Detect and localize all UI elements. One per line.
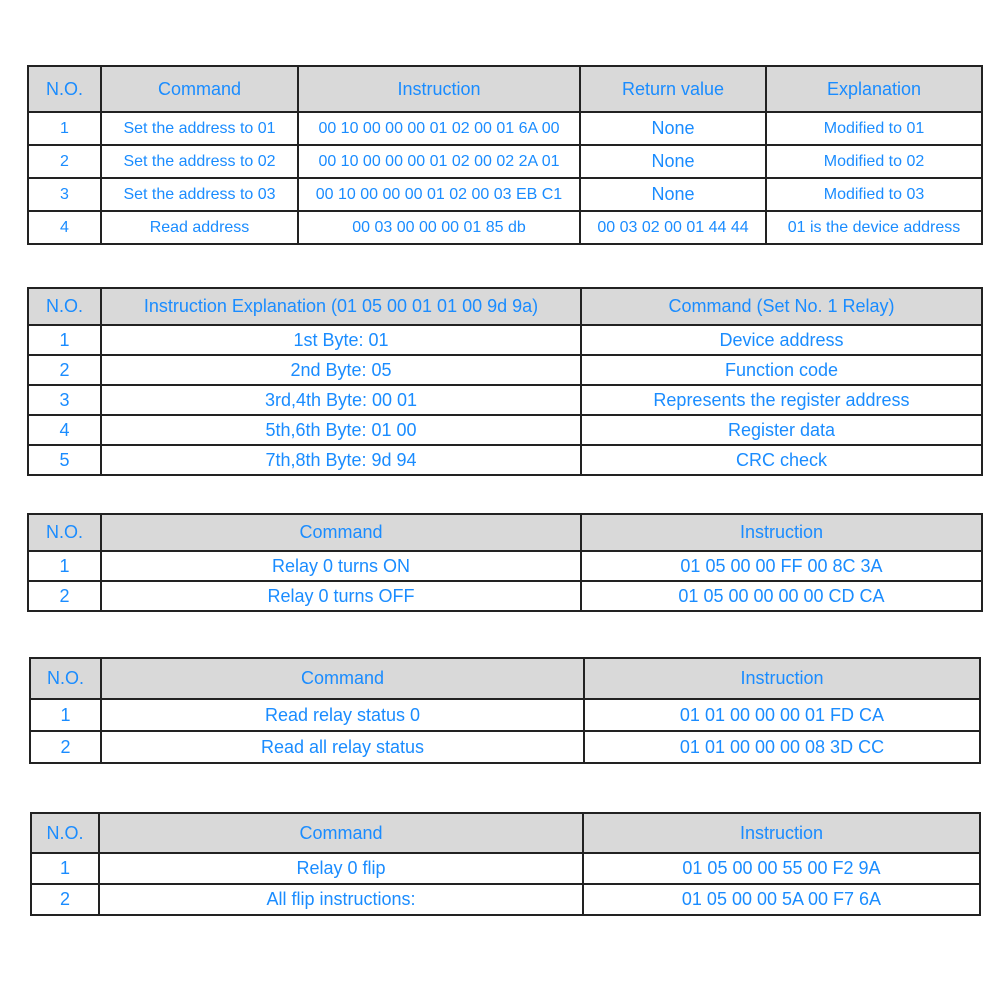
header-command: Command: [101, 514, 581, 551]
table-row: [30, 699, 980, 731]
header-explanation: Explanation: [766, 66, 982, 112]
header-no: N.O.: [30, 658, 101, 699]
table-row: [28, 211, 982, 244]
table-header-row: [28, 514, 982, 551]
command-cell: Relay 0 turns ON: [101, 551, 581, 581]
relay-flip-table: [30, 812, 981, 916]
row-number: 1: [28, 551, 101, 581]
table-row: [31, 884, 980, 915]
explanation-cell: Modified to 01: [766, 112, 982, 145]
instruction-cell: 01 05 00 00 00 00 CD CA: [581, 581, 982, 611]
meaning-cell: CRC check: [581, 445, 982, 475]
header-instruction: Instruction: [298, 66, 580, 112]
row-number: 5: [28, 445, 101, 475]
command-cell: Relay 0 flip: [99, 853, 583, 884]
meaning-cell: Register data: [581, 415, 982, 445]
header-instruction-explanation: Instruction Explanation (01 05 00 01 01 00 9d 9a): [101, 288, 581, 325]
return-value-cell: 00 03 02 00 01 44 44: [580, 211, 766, 244]
row-number: 2: [30, 731, 101, 763]
table-row: [28, 385, 982, 415]
table-header-row: [28, 66, 982, 112]
header-command: Command (Set No. 1 Relay): [581, 288, 982, 325]
explanation-cell: Modified to 03: [766, 178, 982, 211]
instruction-explanation-table: [27, 287, 983, 476]
table-row: [28, 581, 982, 611]
explanation-cell: Modified to 02: [766, 145, 982, 178]
header-instruction: Instruction: [581, 514, 982, 551]
row-number: 2: [28, 581, 101, 611]
header-command: Command: [99, 813, 583, 853]
table-row: [28, 112, 982, 145]
byte-cell: 2nd Byte: 05: [101, 355, 581, 385]
table-row: [28, 415, 982, 445]
instruction-cell: 00 10 00 00 00 01 02 00 01 6A 00: [298, 112, 580, 145]
table-row: [28, 355, 982, 385]
table-header-row: [30, 658, 980, 699]
explanation-cell: 01 is the device address: [766, 211, 982, 244]
meaning-cell: Function code: [581, 355, 982, 385]
row-number: 2: [31, 884, 99, 915]
byte-cell: 1st Byte: 01: [101, 325, 581, 355]
return-value-cell: None: [580, 112, 766, 145]
table-row: [28, 178, 982, 211]
row-number: 3: [28, 178, 101, 211]
table-row: [31, 853, 980, 884]
table-row: [28, 325, 982, 355]
row-number: 1: [28, 325, 101, 355]
header-no: N.O.: [28, 66, 101, 112]
byte-cell: 7th,8th Byte: 9d 94: [101, 445, 581, 475]
byte-cell: 3rd,4th Byte: 00 01: [101, 385, 581, 415]
row-number: 1: [30, 699, 101, 731]
relay-switch-table: [27, 513, 983, 612]
command-cell: Set the address to 03: [101, 178, 298, 211]
row-number: 2: [28, 355, 101, 385]
table-header-row: [28, 288, 982, 325]
return-value-cell: None: [580, 145, 766, 178]
header-command: Command: [101, 66, 298, 112]
header-no: N.O.: [28, 288, 101, 325]
instruction-cell: 01 01 00 00 00 01 FD CA: [584, 699, 980, 731]
row-number: 2: [28, 145, 101, 178]
row-number: 4: [28, 211, 101, 244]
byte-cell: 5th,6th Byte: 01 00: [101, 415, 581, 445]
table-header-row: [31, 813, 980, 853]
header-no: N.O.: [28, 514, 101, 551]
header-instruction: Instruction: [584, 658, 980, 699]
instruction-cell: 00 10 00 00 00 01 02 00 02 2A 01: [298, 145, 580, 178]
table-row: [30, 731, 980, 763]
meaning-cell: Represents the register address: [581, 385, 982, 415]
table-row: [28, 445, 982, 475]
instruction-cell: 01 05 00 00 55 00 F2 9A: [583, 853, 980, 884]
instruction-cell: 00 03 00 00 00 01 85 db: [298, 211, 580, 244]
instruction-cell: 01 05 00 00 5A 00 F7 6A: [583, 884, 980, 915]
header-command: Command: [101, 658, 584, 699]
command-cell: Set the address to 02: [101, 145, 298, 178]
row-number: 3: [28, 385, 101, 415]
command-cell: Read relay status 0: [101, 699, 584, 731]
row-number: 1: [28, 112, 101, 145]
header-no: N.O.: [31, 813, 99, 853]
header-instruction: Instruction: [583, 813, 980, 853]
command-cell: Relay 0 turns OFF: [101, 581, 581, 611]
meaning-cell: Device address: [581, 325, 982, 355]
table-row: [28, 551, 982, 581]
command-cell: Read address: [101, 211, 298, 244]
address-command-table: [27, 65, 983, 245]
relay-status-table: [29, 657, 981, 764]
header-return-value: Return value: [580, 66, 766, 112]
command-cell: Read all relay status: [101, 731, 584, 763]
command-cell: All flip instructions:: [99, 884, 583, 915]
instruction-cell: 01 01 00 00 00 08 3D CC: [584, 731, 980, 763]
row-number: 4: [28, 415, 101, 445]
table-row: [28, 145, 982, 178]
instruction-cell: 01 05 00 00 FF 00 8C 3A: [581, 551, 982, 581]
return-value-cell: None: [580, 178, 766, 211]
instruction-cell: 00 10 00 00 00 01 02 00 03 EB C1: [298, 178, 580, 211]
command-cell: Set the address to 01: [101, 112, 298, 145]
row-number: 1: [31, 853, 99, 884]
